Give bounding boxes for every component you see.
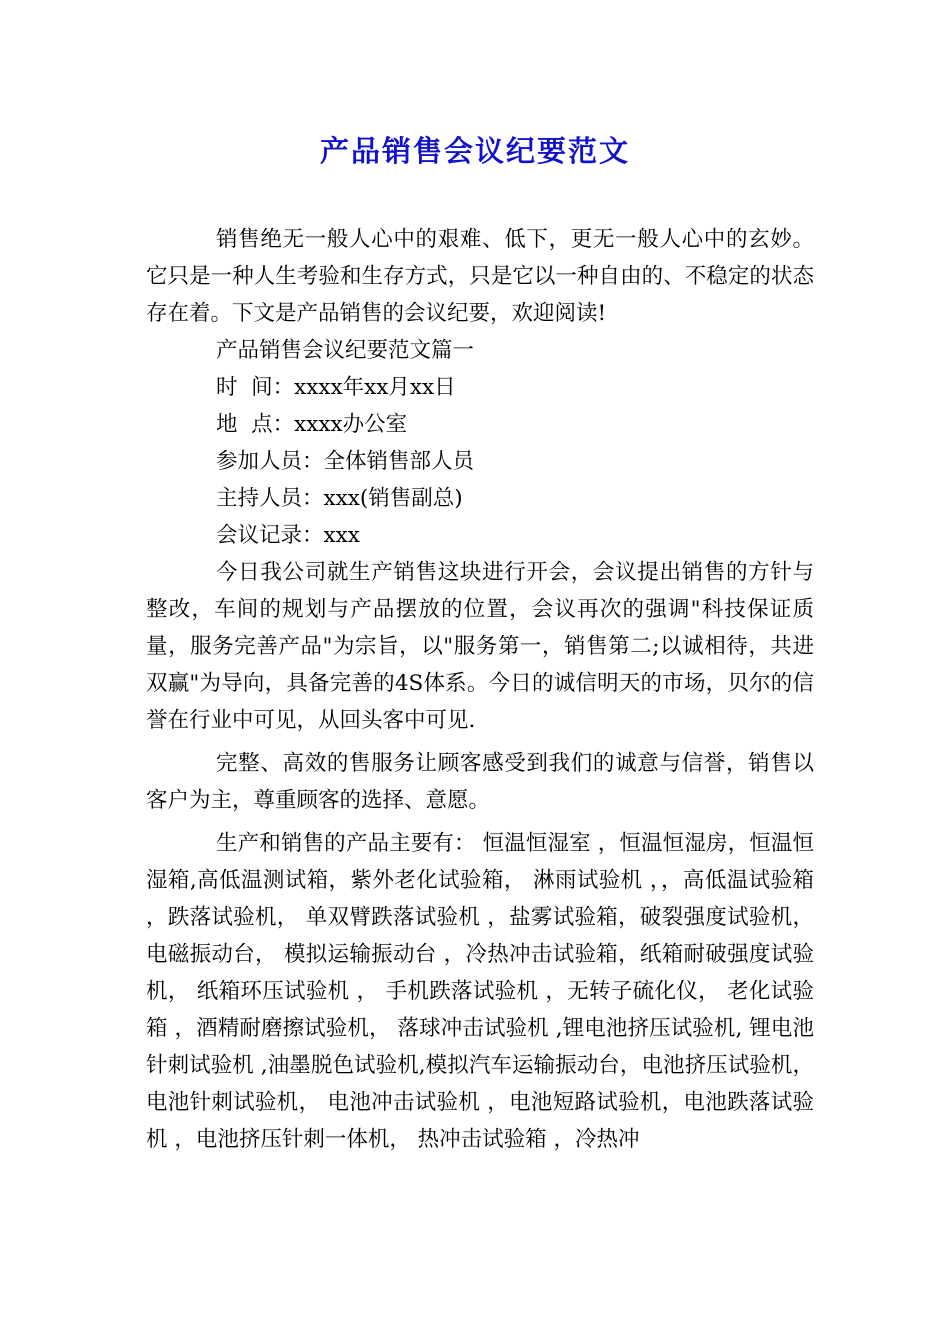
service-paragraph: 完整、高效的售服务让顾客感受到我们的诚意与信誉，销售以客户为主，尊重顾客的选择、意愿。 [146,751,814,813]
products-paragraph: 生产和销售的产品主要有： 恒温恒湿室 ，恒温恒湿房，恒温恒湿箱,高低温测试箱，紫外老化试验箱， 淋雨试验机 ，，高低温试验箱 ，跌落试验机， 单双臂跌落试验机 ，盐雾试验箱，破裂强度试验机，电磁振动台， 模拟运输振动台 ，冷热冲击试验箱，纸箱耐破强度试验机， 纸箱环压试验机 ， 手机跌落试验机 ，无转子硫化仪， 老化试验箱 ，酒精耐磨擦试验机， 落球冲击试验机 ,锂电池挤压试验机, 锂电池针刺试验机 ,油墨脱色试验机,模拟汽车运输振动台，电池挤压试验机，电池针刺试验机， 电池冲击试验机 ，电池短路试验机，电池跌落试验机 ，电池挤压针刺一体机， 热冲击试验箱 ，冷热冲 [146,831,814,1152]
meeting-host: 主持人员：xxx(销售副总) [216,486,463,511]
meeting-recorder: 会议记录：xxx [216,523,360,548]
meeting-location: 地 点：xxxx办公室 [216,412,408,437]
intro-paragraph: 销售绝无一般人心中的艰难、低下，更无一般人心中的玄妙。它只是一种人生考验和生存方式，只是它以一种自由的、不稳定的状态存在着。下文是产品销售的会议纪要，欢迎阅读! [146,227,814,326]
document-title: 产品销售会议纪要范文 [319,134,630,168]
meeting-time: 时 间：xxxx年xx月xx日 [216,375,456,400]
document-body [146,221,814,1158]
section-heading: 产品销售会议纪要范文篇一 [216,338,475,363]
meeting-summary-paragraph: 今日我公司就生产销售这块进行开会，会议提出销售的方针与整改，车间的规划与产品摆放的位置，会议再次的强调"科技保证质量，服务完善产品"为宗旨，以"服务第一，销售第二;以诚相待，共进双赢"为导向，具备完善的4S体系。今日的诚信明天的市场，贝尔的信誉在行业中可见，从回头客中可见. [146,560,814,733]
meeting-attendees: 参加人员：全体销售部人员 [216,449,475,474]
